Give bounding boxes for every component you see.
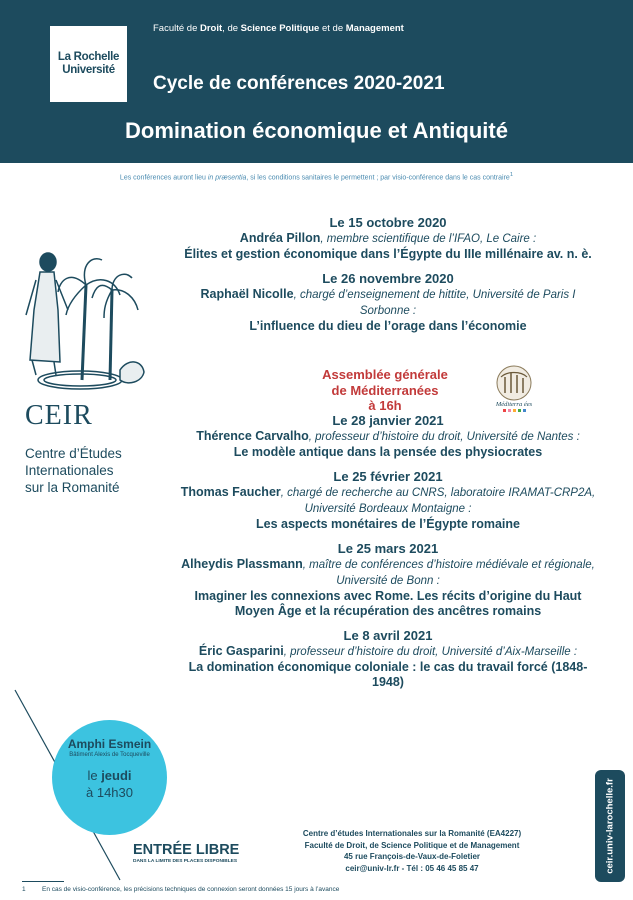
website-url[interactable]: ceir.univ-larochelle.fr (604, 778, 616, 874)
event-title: La domination économique coloniale : le cas du travail forcé (1848-1948) (188, 660, 588, 689)
event-speaker (178, 231, 598, 247)
logo-line2: Université (62, 64, 115, 76)
event-speaker (178, 429, 598, 445)
assembly-line: de Méditerranées (331, 382, 439, 398)
cycle-title: Cycle de conférences 2020-2021 (153, 73, 445, 94)
schedule-time: à 14h30 (86, 785, 133, 800)
event-speaker (178, 287, 598, 319)
speaker-role: , professeur d’histoire du droit, Université de Nantes : (308, 431, 580, 443)
mediterranees-logo (487, 363, 542, 413)
event-speaker (178, 485, 598, 517)
event-item (178, 215, 598, 262)
event-item (178, 541, 598, 619)
ceir-name-line: sur la Romanité (25, 480, 120, 495)
faculty-text: Faculté de (153, 23, 200, 34)
event-title: L’influence du dieu de l’orage dans l’économie (249, 319, 527, 333)
venue-building: Bâtiment Alexis de Tocqueville (69, 752, 150, 758)
speaker-role: , maître de conférences d’histoire médiévale et régionale, Université de Bonn : (302, 559, 595, 587)
contact-block (282, 828, 542, 874)
contact-line: Faculté de Droit, de Science Politique et de Management (304, 840, 520, 850)
ceir-name-line: Internationales (25, 463, 114, 478)
event-title: Élites et gestion économique dans l’Égypte du IIIe millénaire av. n. è. (184, 247, 592, 261)
assembly-notice (305, 367, 465, 414)
logo-line1: La Rochelle (57, 51, 120, 63)
footnote-ref: 1 (509, 172, 514, 178)
notice-text: Les conférences auront lieu (119, 174, 208, 182)
speaker-name: Andréa Pillon (239, 231, 321, 245)
event-title: Les aspects monétaires de l’Égypte romaine (256, 517, 520, 531)
venue-schedule (52, 767, 167, 801)
event-item (178, 271, 598, 334)
notice-italic: in præsentia (207, 174, 247, 182)
speaker-role: , membre scientifique de l’IFAO, Le Caire : (320, 233, 537, 245)
faculty-text: Science Politique (240, 23, 320, 34)
university-logo[interactable] (50, 26, 127, 102)
event-date: Le 26 novembre 2020 (322, 271, 454, 286)
event-item (178, 628, 598, 690)
event-speaker (178, 557, 598, 589)
event-date: Le 15 octobre 2020 (329, 215, 447, 230)
free-entry-label: ENTRÉE LIBRE (133, 842, 240, 858)
ceir-acronym: CEIR (25, 400, 93, 431)
event-speaker (178, 644, 598, 660)
event-title: Le modèle antique dans la pensée des physiocrates (233, 445, 543, 459)
footnote-text: En cas de visio-conférence, les précisions techniques de connexion seront données 15 jours à l’avance (42, 886, 340, 893)
faculty-text: Droit (200, 23, 223, 34)
header-banner (0, 0, 633, 163)
assembly-line: Assemblée générale (322, 367, 448, 382)
faculty-text: , de (222, 23, 241, 34)
entry-limit-note: DANS LA LIMITE DES PLACES DISPONIBLES (133, 859, 238, 864)
assembly-line: à 16h (368, 398, 402, 413)
contact-line: Centre d’études Internationales sur la Romanité (EA4227) (302, 829, 522, 838)
footnote-number: 1 (22, 886, 26, 893)
ancient-figure-illustration (20, 240, 150, 400)
speaker-role: , professeur d’histoire du droit, Université d’Aix-Marseille : (283, 646, 578, 658)
ceir-name-line: Centre d’Études (25, 446, 122, 461)
event-date: Le 8 avril 2021 (343, 628, 433, 643)
mediterranees-logo-text: Méditerra ées (495, 401, 533, 408)
faculty-text: Management (345, 23, 404, 34)
footnote-divider (22, 881, 64, 882)
speaker-role: , chargé d’enseignement de hittite, Université de Paris I Sorbonne : (293, 289, 576, 317)
ceir-fullname (25, 445, 122, 496)
event-list (178, 215, 598, 699)
event-item (178, 469, 598, 532)
event-date: Le 25 mars 2021 (337, 541, 439, 556)
schedule-day: jeudi (101, 768, 132, 783)
contact-line: 45 rue François-de-Vaux-de-Foletier (343, 852, 481, 861)
faculty-text: et de (319, 23, 346, 34)
faculty-line (153, 23, 404, 34)
venue-name: Amphi Esmein (67, 737, 152, 751)
contact-email-phone[interactable]: ceir@univ-lr.fr - Tél : 05 46 45 85 47 (345, 863, 479, 873)
attendance-notice (0, 172, 633, 181)
event-date: Le 28 janvier 2021 (332, 413, 444, 428)
theme-title: Domination économique et Antiquité (125, 118, 508, 143)
speaker-name: Thomas Faucher (180, 485, 281, 499)
schedule-text: le (87, 768, 102, 783)
event-item (178, 413, 598, 460)
event-date: Le 25 février 2021 (333, 469, 443, 484)
event-title: Imaginer les connexions avec Rome. Les récits d’origine du Haut Moyen Âge et la récupération des ancêtres romains (194, 589, 582, 618)
speaker-name: Raphaël Nicolle (200, 287, 294, 301)
speaker-name: Éric Gasparini (198, 644, 284, 658)
notice-text: , si les conditions sanitaires le permettent ; par visio-conférence dans le cas contraire (246, 174, 510, 182)
speaker-name: Thérence Carvalho (196, 429, 309, 443)
speaker-name: Alheydis Plassmann (181, 557, 303, 571)
website-tab[interactable] (595, 770, 625, 882)
speaker-role: , chargé de recherche au CNRS, laboratoire IRAMAT-CRP2A, Université Bordeaux Montaigne : (280, 487, 596, 515)
